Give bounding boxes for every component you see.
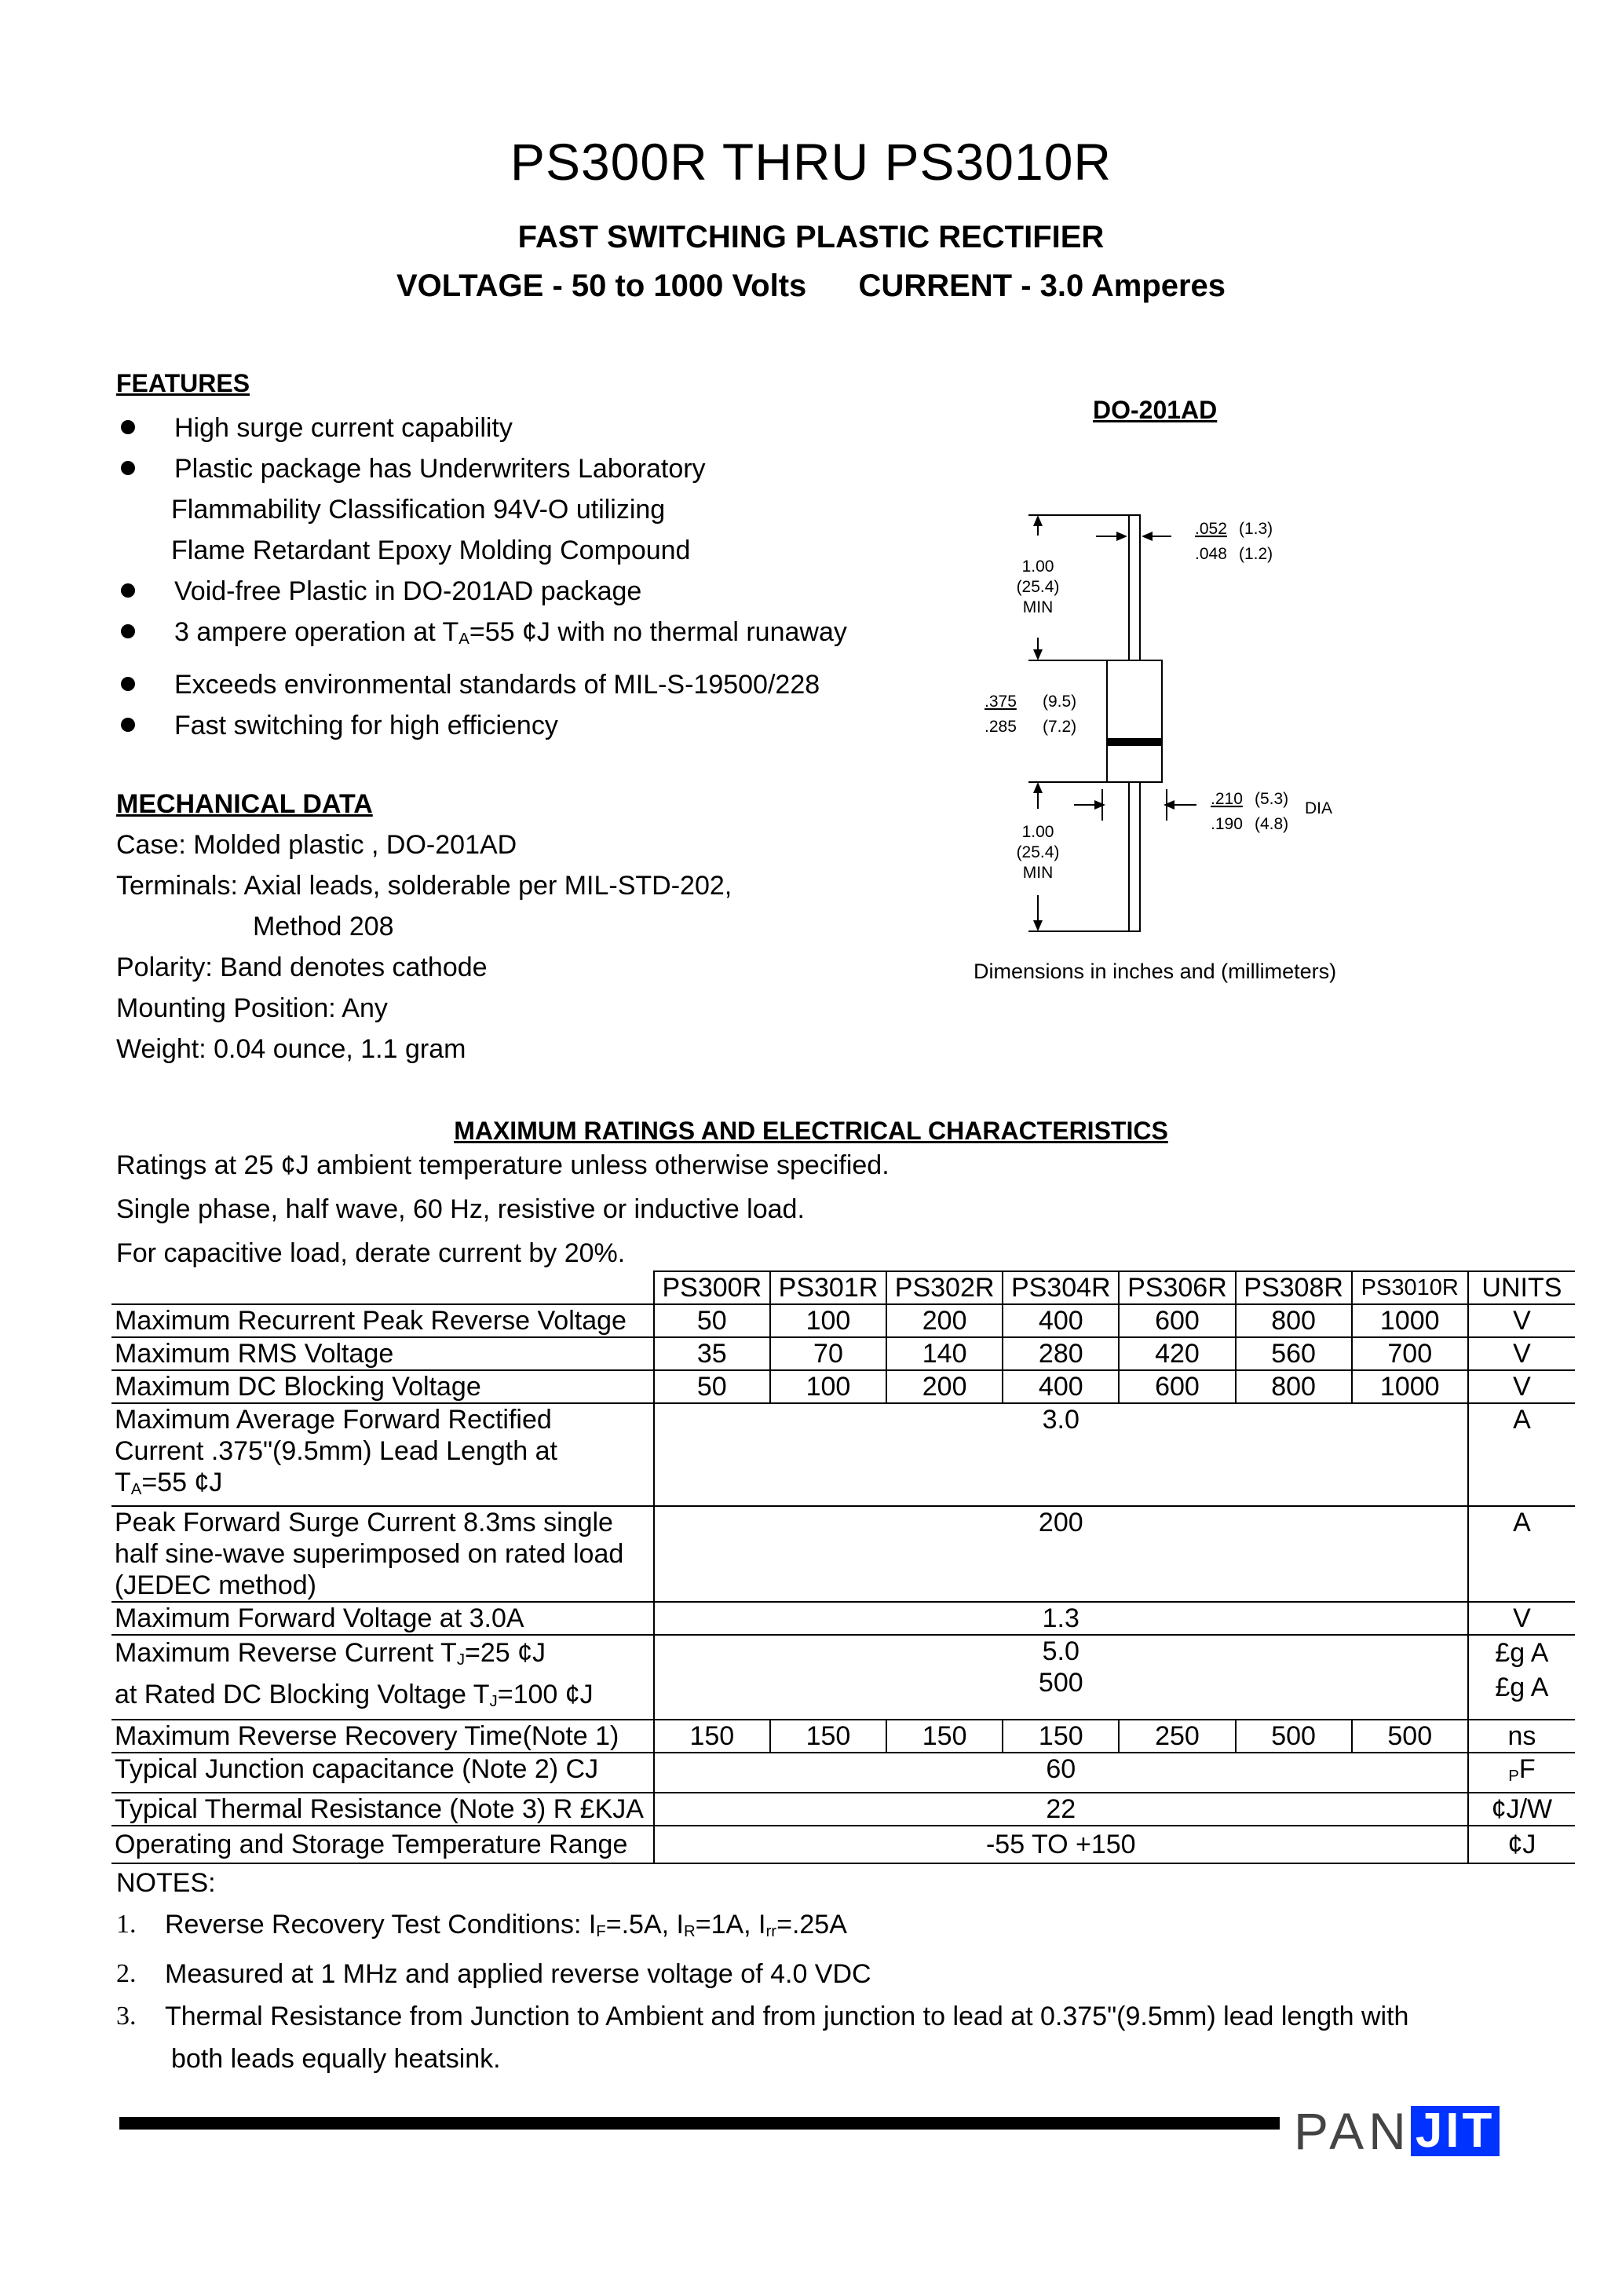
merged-value-cell: 1.3 <box>654 1602 1468 1635</box>
feature-item: Void-free Plastic in DO-201AD package <box>116 571 980 612</box>
cell: 500 <box>1236 1720 1352 1753</box>
ratings-heading: MAXIMUM RATINGS AND ELECTRICAL CHARACTERISTICS <box>454 1117 1168 1145</box>
merged-value-cell: 200 <box>654 1506 1468 1602</box>
cell: 280 <box>1003 1337 1119 1370</box>
dim-lead-dia-min-in: .048 <box>1195 545 1227 563</box>
dim-body-len-max-mm: (9.5) <box>1043 693 1077 711</box>
logo-pan: PAN <box>1294 2102 1411 2160</box>
note-item-continued: both leads equally heatsink. <box>171 2044 501 2075</box>
mechanical-line: Mounting Position: Any <box>116 993 388 1023</box>
cell: 150 <box>654 1720 770 1753</box>
header-empty <box>111 1271 654 1304</box>
dim-lead-dia-min-mm: (1.2) <box>1239 545 1273 563</box>
cell: 1000 <box>1352 1304 1468 1337</box>
package-name: DO-201AD <box>1093 396 1218 424</box>
row-label: Maximum Recurrent Peak Reverse Voltage <box>111 1304 654 1337</box>
dim-body-dia-min-in: .190 <box>1211 815 1243 833</box>
cathode-band <box>1107 738 1162 746</box>
dim-lead-length-in: 1.00 <box>1021 823 1054 841</box>
feature-item-continued: Flame Retardant Epoxy Molding Compound <box>171 536 691 565</box>
lead-bottom <box>1129 782 1140 931</box>
diode-body <box>1107 660 1162 782</box>
cell: 140 <box>886 1337 1003 1370</box>
row-label: Typical Junction capacitance (Note 2) CJ <box>111 1753 654 1793</box>
ratings-note: Single phase, half wave, 60 Hz, resistive or inductive load. <box>116 1194 805 1224</box>
dim-lead-length-in: 1.00 <box>1021 558 1054 576</box>
table-row <box>111 1753 1575 1793</box>
mechanical-line: Terminals: Axial leads, solderable per MIL-STD-202, <box>116 871 732 901</box>
table-row <box>111 1337 1575 1370</box>
table-row <box>111 1602 1575 1635</box>
row-label: Maximum Reverse Recovery Time(Note 1) <box>111 1720 654 1753</box>
mechanical-section <box>116 784 980 1069</box>
bullet-icon <box>121 583 135 598</box>
current-rating: CURRENT - 3.0 Amperes <box>858 269 1226 303</box>
table-row <box>111 1635 1575 1720</box>
cell: 600 <box>1119 1370 1235 1403</box>
voltage-range: VOLTAGE - 50 to 1000 Volts <box>396 269 807 303</box>
unit-cell: ¢J/W <box>1468 1793 1575 1826</box>
bullet-icon <box>121 718 135 732</box>
feature-item: 3 ampere operation at $T_A=55$ ¢J with no thermal runaway <box>116 612 980 660</box>
dim-lead-dia-max-mm: (1.3) <box>1239 520 1273 538</box>
unit-cell: $_P$F <box>1468 1753 1575 1793</box>
dim-lead-dia-max-in: .052 <box>1195 520 1227 538</box>
row-label: Maximum RMS Voltage <box>111 1337 654 1370</box>
cell: 800 <box>1236 1370 1352 1403</box>
cell: 800 <box>1236 1304 1352 1337</box>
notes-heading: NOTES: <box>116 1868 216 1898</box>
dim-dia-label: DIA <box>1305 799 1333 817</box>
cell: 50 <box>654 1370 770 1403</box>
dim-lead-length-min: MIN <box>1022 598 1054 616</box>
note-item: 1. Reverse Recovery Test Conditions: $I_F=.5A$, $I_R=1A$, $I_{rr}=.25A$ <box>116 1910 847 1941</box>
unit-cell: V <box>1468 1370 1575 1403</box>
table-row <box>111 1370 1575 1403</box>
cell: 250 <box>1119 1720 1235 1753</box>
cell: 100 <box>770 1304 886 1337</box>
mechanical-heading: MECHANICAL DATA <box>116 789 373 819</box>
cell: 200 <box>886 1370 1003 1403</box>
unit-cell: A <box>1468 1403 1575 1506</box>
header-cell: PS302R <box>886 1271 1003 1304</box>
cell: 1000 <box>1352 1370 1468 1403</box>
note-item: 2. Measured at 1 MHz and applied reverse voltage of 4.0 VDC <box>116 1959 871 1990</box>
ratings-note: Ratings at 25 ¢J ambient temperature unless otherwise specified. <box>116 1150 890 1180</box>
header-cell: PS304R <box>1003 1271 1119 1304</box>
dim-lead-length-mm: (25.4) <box>1016 578 1060 596</box>
dim-body-len-max-in: .375 <box>985 693 1017 711</box>
table-header-row <box>111 1271 1575 1304</box>
bullet-icon <box>121 624 135 638</box>
dim-body-len-min-in: .285 <box>985 718 1017 736</box>
table-row <box>111 1304 1575 1337</box>
cell: 50 <box>654 1304 770 1337</box>
cell: 600 <box>1119 1304 1235 1337</box>
subtitle: FAST SWITCHING PLASTIC RECTIFIER <box>517 220 1105 254</box>
note-item: 3. Thermal Resistance from Junction to Ambient and from junction to lead at 0.375"(9.5mm) lead length with <box>116 2002 1409 2032</box>
bullet-icon <box>121 461 135 475</box>
row-label: Peak Forward Surge Current 8.3ms single half sine-wave superimposed on rated load (JEDEC method) <box>111 1506 654 1602</box>
row-label: Maximum Average Forward Rectified Current .375"(9.5mm) Lead Length at $T_A=55$ ¢J <box>111 1403 654 1506</box>
feature-item: Exceeds environmental standards of MIL-S-19500/228 <box>116 664 980 705</box>
page-title: PS300R THRU PS3010R <box>510 133 1112 191</box>
panjit-logo <box>1294 2102 1500 2160</box>
header-cell: UNITS <box>1468 1271 1575 1304</box>
logo-jit: JIT <box>1411 2106 1500 2156</box>
unit-cell: ¢J <box>1468 1826 1575 1863</box>
unit-cell: £g A £g A <box>1468 1635 1575 1720</box>
rating-summary <box>0 269 1622 304</box>
row-label: Typical Thermal Resistance (Note 3) R £KJA <box>111 1793 654 1826</box>
features-heading: FEATURES <box>116 369 250 397</box>
merged-value-cell: -55 TO +150 <box>654 1826 1468 1863</box>
dimensions-note: Dimensions in inches and (millimeters) <box>974 960 1337 983</box>
unit-cell: V <box>1468 1337 1575 1370</box>
row-label: Operating and Storage Temperature Range <box>111 1826 654 1863</box>
feature-item: Plastic package has Underwriters Laboratory <box>116 448 980 489</box>
cell: 35 <box>654 1337 770 1370</box>
dim-lead-length-min: MIN <box>1022 864 1054 882</box>
merged-value-cell: 60 <box>654 1753 1468 1793</box>
header-cell: PS3010R <box>1352 1271 1468 1304</box>
header-cell: PS308R <box>1236 1271 1352 1304</box>
cell: 700 <box>1352 1337 1468 1370</box>
unit-cell: A <box>1468 1506 1575 1602</box>
lead-top <box>1129 515 1140 660</box>
cell: 500 <box>1352 1720 1468 1753</box>
row-label: Maximum Reverse Current $T_J=25$ ¢J at Rated DC Blocking Voltage $T_J=100$ ¢J <box>111 1635 654 1720</box>
feature-item-continued: Flammability Classification 94V-O utilizing <box>171 495 666 525</box>
table-row <box>111 1793 1575 1826</box>
footer-rule <box>119 2117 1280 2130</box>
feature-item: Fast switching for high efficiency <box>116 705 980 746</box>
table-row <box>111 1506 1575 1602</box>
dim-body-dia-min-mm: (4.8) <box>1255 815 1289 833</box>
unit-cell: ns <box>1468 1720 1575 1753</box>
unit-cell: V <box>1468 1304 1575 1337</box>
cell: 400 <box>1003 1370 1119 1403</box>
mechanical-line: Method 208 <box>253 912 394 941</box>
table-row <box>111 1403 1575 1506</box>
cell: 100 <box>770 1370 886 1403</box>
feature-item: High surge current capability <box>116 408 980 448</box>
cell: 400 <box>1003 1304 1119 1337</box>
ratings-note: For capacitive load, derate current by 20%. <box>116 1238 626 1268</box>
cell: 420 <box>1119 1337 1235 1370</box>
cell: 70 <box>770 1337 886 1370</box>
merged-value-cell: 3.0 <box>654 1403 1468 1506</box>
cell: 150 <box>1003 1720 1119 1753</box>
unit-cell: V <box>1468 1602 1575 1635</box>
cell: 200 <box>886 1304 1003 1337</box>
table-row <box>111 1720 1575 1753</box>
dim-body-dia-max-in: .210 <box>1211 790 1243 808</box>
dim-body-dia-max-mm: (5.3) <box>1255 790 1289 808</box>
mechanical-line: Case: Molded plastic , DO-201AD <box>116 830 517 860</box>
package-outline-diagram <box>958 487 1397 942</box>
merged-value-cell: 22 <box>654 1793 1468 1826</box>
ratings-table <box>111 1270 1575 1864</box>
merged-value-cell: 5.0 500 <box>654 1635 1468 1720</box>
features-section <box>116 369 980 746</box>
cell: 150 <box>886 1720 1003 1753</box>
bullet-icon <box>121 420 135 434</box>
cell: 150 <box>770 1720 886 1753</box>
header-cell: PS306R <box>1119 1271 1235 1304</box>
ratings-notes <box>116 1143 890 1275</box>
mechanical-line: Polarity: Band denotes cathode <box>116 952 488 982</box>
row-label: Maximum Forward Voltage at 3.0A <box>111 1602 654 1635</box>
header-cell: PS301R <box>770 1271 886 1304</box>
dim-lead-length-mm: (25.4) <box>1016 843 1060 861</box>
cell: 560 <box>1236 1337 1352 1370</box>
bullet-icon <box>121 677 135 691</box>
notes-section <box>116 1863 1408 2080</box>
header-cell: PS300R <box>654 1271 770 1304</box>
dim-body-len-min-mm: (7.2) <box>1043 718 1077 736</box>
mechanical-line: Weight: 0.04 ounce, 1.1 gram <box>116 1034 466 1064</box>
row-label: Maximum DC Blocking Voltage <box>111 1370 654 1403</box>
table-row <box>111 1826 1575 1863</box>
